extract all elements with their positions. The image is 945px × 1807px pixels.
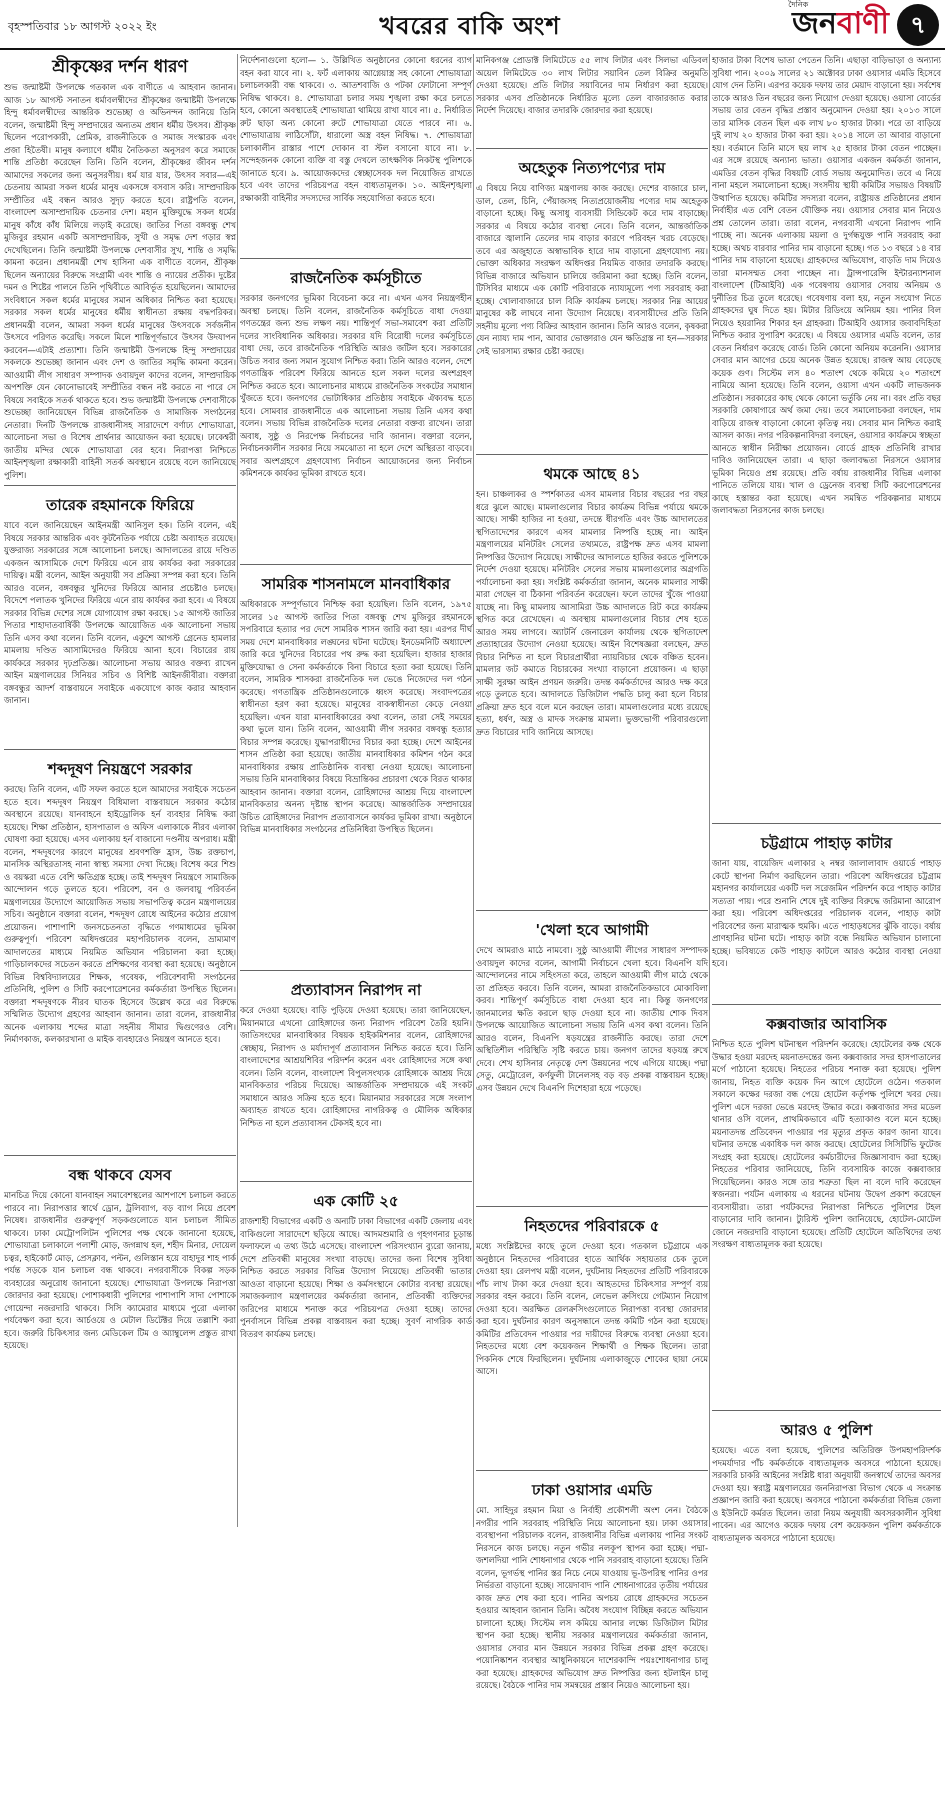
- article-khela-hobe: [476, 917, 708, 1207]
- article-stalled-cases: [476, 461, 708, 911]
- column-divider: [709, 54, 710, 1527]
- article-headline: 'খেলা হবে আগামী: [535, 921, 649, 939]
- page-content: [0, 54, 945, 1690]
- article-body: হাজার টাকা বিশেষ ভাতা পেতেন তিনি। এছাড়া বাড়িভাড়া ও অন্যান্য সুবিধা পান। ২০০৯ সালের ২১ অক্টোবর ঢাকা ওয়াসার এমডি হিসেবে যোগ দেন তিনি। এরপর কয়েক দফায় তার মেয়াদ বাড়ানো হয়। সর্বশেষ তাকে আরও তিন বছরের জন্য নিয়োগ দেওয়া হয়েছে। ওয়াসা বোর্ডের সভায় তার বেতন বৃদ্ধির প্রস্তাব অনুমোদন দেওয়া হয়। ২০১৩ সালে তার মাসিক বেতন ছিল এক লাখ ৮০ হাজার টাকা। পরে তা বাড়িয়ে দুই লাখ ২০ হাজার টাকা করা হয়। ২০১৪ সালে তা আবার বাড়ানো হয়। বর্তমানে তিনি মাসে ছয় লাখ ২৫ হাজার টাকা বেতন পাচ্ছেন। এর সঙ্গে রয়েছে অন্যান্য ভাতা। ওয়াসার একজন কর্মকর্তা জানান, এমডির বেতন বৃদ্ধির বিষয়টি বোর্ড সভায় অনুমোদিত। তবে এ নিয়ে নানা মহলে সমালোচনা হচ্ছে। সংসদীয় স্থায়ী কমিটির সভায়ও বিষয়টি উত্থাপিত হয়েছে। কমিটির সদস্যরা বলেন, রাষ্ট্রায়ত্ত প্রতিষ্ঠানের প্রধান নির্বাহীর এত বেশি বেতন যৌক্তিক নয়। ওয়াসার সেবার মান নিয়েও প্রশ্ন তোলেন তারা। তারা বলেন, নগরবাসী এখনো নিরাপদ পানি পাচ্ছে না। অনেক এলাকায় ময়লা ও দুর্গন্ধযুক্ত পানি সরবরাহ করা হচ্ছে। অথচ বারবার পানির দাম বাড়ানো হচ্ছে। গত ১৩ বছরে ১৪ বার পানির দাম বাড়ানো হয়েছে। গ্রাহকদের অভিযোগ, বাড়তি দাম দিয়েও তারা মানসম্মত সেবা পাচ্ছেন না। ট্রান্সপারেন্সি ইন্টারন্যাশনাল বাংলাদেশ (টিআইবি) এক গবেষণায় ওয়াসার সেবায় অনিয়ম ও দুর্নীতির চিত্র তুলে ধরেছে। গবেষণায় বলা হয়, নতুন সংযোগ নিতে গ্রাহকদের ঘুষ দিতে হয়। মিটার রিডিংয়ে অনিয়ম হয়। পানির বিল নিয়েও হয়রানির শিকার হন গ্রাহকরা। টিআইবি ওয়াসার জবাবদিহিতা নিশ্চিত করার সুপারিশ করেছে। এ বিষয়ে ওয়াসার এমডি বলেন, তার বেতন নির্ধারণ করেছে বোর্ড। তিনি কোনো অনিয়ম করেননি। ওয়াসার সেবার মান আগের চেয়ে অনেক উন্নত হয়েছে। রাজস্ব আয় বেড়েছে কয়েক গুণ। সিস্টেম লস ৪০ শতাংশ থেকে কমিয়ে ২০ শতাংশে নামিয়ে আনা হয়েছে। তিনি বলেন, ওয়াসা এখন একটি লাভজনক প্রতিষ্ঠান। সরকারের কাছ থেকে কোনো ভর্তুকি নেয় না। বরং প্রতি বছর সরকারি কোষাগারে অর্থ জমা দেয়। তবে সমালোচকরা বলছেন, দাম বাড়িয়ে রাজস্ব বাড়ানো কোনো কৃতিত্ব নয়। সেবার মান নিশ্চিত করাই আসল কাজ। নগর পরিকল্পনাবিদরা বলছেন, ওয়াসার কার্যক্রমে স্বচ্ছতা আনতে স্বাধীন নিরীক্ষা প্রয়োজন। বোর্ডে গ্রাহক প্রতিনিধি রাখার দাবিও জানিয়েছেন তারা। এ ছাড়া জলাবদ্ধতা নিরসনে ওয়াসার ভূমিকা নিয়েও প্রশ্ন রয়েছে। প্রতি বর্ষায় রাজধানীর বিভিন্ন এলাকা পানিতে তলিয়ে যায়। খাল ও ড্রেনেজ ব্যবস্থা সিটি করপোরেশনের কাছে হস্তান্তর করা হয়েছে। এখন সমন্বিত পরিকল্পনার মাধ্যমে জলাবদ্ধতা নিরসনের কাজ চলছে।: [712, 55, 942, 515]
- article-police-retirement: [712, 1417, 941, 1592]
- logo-prefix: দৈনিক: [788, 0, 809, 9]
- article-body: সরকার জনগণের ভূমিকা বিবেচনা করে না। এখন এসব নিয়ন্ত্রণহীন অবস্থা চলছে। তিনি বলেন, রাজনৈতিক কর্মসূচিতে বাধা দেওয়া গণতন্ত্রের জন্য শুভ লক্ষণ নয়। শান্তিপূর্ণ সভা-সমাবেশ করা প্রতিটি দলের সাংবিধানিক অধিকার। সরকার যদি বিরোধী দলের কর্মসূচিতে বাধা দেয়, তবে রাজনৈতিক পরিস্থিতি আরও জটিল হবে। সরকারের উচিত সবার জন্য সমান সুযোগ নিশ্চিত করা। তিনি আরও বলেন, দেশে গণতান্ত্রিক পরিবেশ ফিরিয়ে আনতে হলে সকল দলের অংশগ্রহণ নিশ্চিত করতে হবে। আলোচনার মাধ্যমে রাজনৈতিক সংকটের সমাধান খুঁজতে হবে। জনগণের ভোটাধিকার প্রতিষ্ঠায় সবাইকে ঐক্যবদ্ধ হতে হবে। সোমবার রাজধানীতে এক আলোচনা সভায় তিনি এসব কথা বলেন। সভায় বিভিন্ন রাজনৈতিক দলের নেতারা বক্তব্য রাখেন। তারা অবাধ, সুষ্ঠু ও নিরপেক্ষ নির্বাচনের দাবি জানান। বক্তারা বলেন, নির্বাচনকালীন সরকার নিয়ে সমঝোতা না হলে দেশে অস্থিরতা বাড়বে। সবার অংশগ্রহণে গ্রহণযোগ্য নির্বাচন আয়োজনের জন্য নির্বাচন কমিশনকে কার্যকর ভূমিকা রাখতে হবে।: [240, 293, 472, 478]
- article-body: জানা যায়, বায়েজিদ এলাকার ২ নম্বর জালালাবাদ ওয়ার্ডে পাহাড় কেটে স্থাপনা নির্মাণ করছিলেন তারা। পরিবেশ অধিদপ্তরের চট্টগ্রাম মহানগর কার্যালয়ের একটি দল সরেজমিন পরিদর্শন করে পাহাড় কাটার সত্যতা পায়। পরে শুনানি শেষে দুই ব্যক্তির বিরুদ্ধে জরিমানা আরোপ করা হয়। পরিবেশ অধিদপ্তরের পরিচালক বলেন, পাহাড় কাটা পরিবেশের জন্য মারাত্মক হুমকি। এতে পাহাড়ধসের ঝুঁকি বাড়ে। বর্ষায় প্রাণহানির ঘটনা ঘটে। পাহাড় কাটা বন্ধে নিয়মিত অভিযান চালানো হচ্ছে। ভবিষ্যতে কেউ পাহাড় কাটলে আরও কঠোর ব্যবস্থা নেওয়া হবে।: [712, 858, 941, 968]
- article-continuation: [476, 54, 708, 149]
- article-headline: ঢাকা ওয়াসার এমডি: [532, 1481, 652, 1499]
- article-headline: প্রত্যাবাসন নিরাপদ না: [290, 981, 422, 999]
- article-headline: সামরিক শাসনামলে মানবাধিকার: [261, 575, 451, 593]
- column-2: [240, 54, 472, 1527]
- article-repatriation: [240, 977, 472, 1182]
- article-headline: নিহতদের পরিবারকে ৫: [524, 1217, 660, 1235]
- article-headline: থমকে আছে ৪১: [543, 465, 641, 483]
- article-body: মধ্যে সংশ্লিষ্টদের কাছে তুলে দেওয়া হবে। গতকাল চট্টগ্রামে এক অনুষ্ঠানে নিহতদের পরিবারের হাতে আর্থিক সহায়তার চেক তুলে দেওয়া হয়। রেলপথ মন্ত্রী বলেন, দুর্ঘটনায় নিহতদের প্রতিটি পরিবারকে পাঁচ লাখ টাকা করে দেওয়া হবে। আহতদের চিকিৎসার সম্পূর্ণ ব্যয় সরকার বহন করবে। তিনি বলেন, লেভেল ক্রসিংয়ে গেটম্যান নিয়োগ দেওয়া হবে। অরক্ষিত রেলক্রসিংগুলোতে নিরাপত্তা ব্যবস্থা জোরদার করা হবে। দুর্ঘটনার কারণ অনুসন্ধানে তদন্ত কমিটি গঠন করা হয়েছে। কমিটির প্রতিবেদন পাওয়ার পর দায়ীদের বিরুদ্ধে ব্যবস্থা নেওয়া হবে। নিহতদের মধ্যে বেশ কয়েকজন শিক্ষার্থী ও শিক্ষক ছিলেন। তারা পিকনিক শেষে ফিরছিলেন। দুর্ঘটনায় এলাকাজুড়ে শোকের ছায়া নেমে আসে।: [476, 1241, 708, 1376]
- newspaper-logo: [788, 0, 889, 44]
- article-headline: কক্সবাজার আবাসিক: [766, 1015, 887, 1033]
- article-body: মো. সাহিদুর রহমান মিয়া ও নির্বাহী প্রকৌশলী অংশ নেন। বৈঠকে নগরীর পানি সরবরাহ পরিস্থিতি নিয়ে আলোচনা হয়। ঢাকা ওয়াসার ব্যবস্থাপনা পরিচালক বলেন, রাজধানীর বিভিন্ন এলাকায় পানির সংকট নিরসনে কাজ চলছে। নতুন গভীর নলকূপ স্থাপন করা হচ্ছে। পদ্মা-জশলদিয়া পানি শোধনাগার থেকে পানি সরবরাহ বাড়ানো হয়েছে। তিনি বলেন, ভূগর্ভস্থ পানির স্তর নিচে নেমে যাওয়ায় ভূ-উপরিস্থ পানির ওপর নির্ভরতা বাড়ানো হচ্ছে। সায়েদাবাদ পানি শোধনাগারের তৃতীয় পর্যায়ের কাজ দ্রুত শেষ করা হবে। পানির অপচয় রোধে গ্রাহকদের সচেতন হওয়ার আহবান জানান তিনি। অবৈধ সংযোগ বিচ্ছিন্ন করতে অভিযান চালানো হচ্ছে। সিস্টেম লস কমিয়ে আনার লক্ষ্যে ডিজিটাল মিটার স্থাপন করা হচ্ছে। স্থানীয় সরকার মন্ত্রণালয়ের কর্মকর্তারা জানান, ওয়াসার সেবার মান উন্নয়নে সরকার বিভিন্ন প্রকল্প গ্রহণ করেছে। পয়োনিষ্কাশন ব্যবস্থার আধুনিকায়নে দাশেরকান্দি পয়ঃশোধনাগার চালু করা হয়েছে। গ্রাহকদের অভিযোগ দ্রুত নিষ্পত্তির জন্য হটলাইন চালু রয়েছে। বৈঠকে পানির দাম সমন্বয়ের প্রস্তাব নিয়েও আলোচনা হয়।: [476, 1505, 708, 1690]
- section-title: খবরের বাকি অংশ: [379, 12, 561, 40]
- article-body: করে দেওয়া হয়েছে। বাড়ি পুড়িয়ে দেওয়া হয়েছে। তারা জানিয়েছেন, মিয়ানমারে এখনো রোহিঙ্গাদের জন্য নিরাপদ পরিবেশ তৈরি হয়নি। জাতিসংঘের মানবাধিকার বিষয়ক হাইকমিশনার বলেন, রোহিঙ্গাদের স্বেচ্ছায়, নিরাপদ ও মর্যাদাপূর্ণ প্রত্যাবাসন নিশ্চিত করতে হবে। তিনি বাংলাদেশের আশ্রয়শিবির পরিদর্শন করেন এবং রোহিঙ্গাদের সঙ্গে কথা বলেন। তিনি বলেন, বাংলাদেশ বিপুলসংখ্যক রোহিঙ্গাকে আশ্রয় দিয়ে মানবিকতার পরিচয় দিয়েছে। আন্তর্জাতিক সম্প্রদায়কে এই সংকট সমাধানে আরও সক্রিয় হতে হবে। মিয়ানমার সরকারের সঙ্গে সংলাপ অব্যাহত রাখতে হবে। রোহিঙ্গাদের নাগরিকত্ব ও মৌলিক অধিকার নিশ্চিত না হলে প্রত্যাবাসন টেকসই হবে না।: [240, 1005, 472, 1128]
- article-body: রাজশাহী বিভাগের একটি ও অন্যটি ঢাকা বিভাগের একটি জেলায় এবং বাকিগুলো সারাদেশে ছড়িয়ে আছে। আদমশুমারি ও গৃহগণনার চূড়ান্ত ফলাফলে এ তথ্য উঠে এসেছে। বাংলাদেশ পরিসংখ্যান ব্যুরো জানায়, দেশে প্রতিবন্ধী মানুষের সংখ্যা বাড়ছে। তাদের জন্য বিশেষ সুবিধা নিশ্চিত করতে সরকার বিভিন্ন উদ্যোগ নিয়েছে। প্রতিবন্ধী ভাতার আওতা বাড়ানো হয়েছে। শিক্ষা ও কর্মসংস্থানে কোটার ব্যবস্থা রয়েছে। সমাজকল্যাণ মন্ত্রণালয়ের কর্মকর্তারা জানান, প্রতিবন্ধী ব্যক্তিদের জরিপের মাধ্যমে শনাক্ত করে পরিচয়পত্র দেওয়া হচ্ছে। তাদের পুনর্বাসনে বিভিন্ন প্রকল্প বাস্তবায়ন করা হচ্ছে। সুবর্ণ নাগরিক কার্ড বিতরণ কার্যক্রম চলছে।: [240, 1216, 472, 1339]
- article-closures: [4, 1162, 236, 1482]
- article-body: এ বিষয়ে নিয়ে বাণিজ্য মন্ত্রণালয় কাজ করছে। দেশের বাজারে চাল, ডাল, তেল, চিনি, পেঁয়াজসহ নিত্যপ্রয়োজনীয় পণ্যের দাম অহেতুক বাড়ানো হচ্ছে। কিছু অসাধু ব্যবসায়ী সিন্ডিকেট করে দাম বাড়াচ্ছে। সরকার এ বিষয়ে কঠোর ব্যবস্থা নেবে। তিনি বলেন, আন্তর্জাতিক বাজারে জ্বালানি তেলের দাম বাড়ার কারণে পরিবহন খরচ বেড়েছে। তবে এর অজুহাতে অস্বাভাবিক হারে দাম বাড়ানো গ্রহণযোগ্য নয়। ভোক্তা অধিকার সংরক্ষণ অধিদপ্তর নিয়মিত বাজার তদারকি করছে। বিভিন্ন বাজারে অভিযান চালিয়ে জরিমানা করা হচ্ছে। তিনি বলেন, টিসিবির মাধ্যমে এক কোটি পরিবারকে ন্যায্যমূল্যে পণ্য সরবরাহ করা হচ্ছে। খোলাবাজারে চাল বিক্রি কার্যক্রম চলছে। সরকার নিম্ন আয়ের মানুষের কষ্ট লাঘবে নানা উদ্যোগ নিয়েছে। ব্যবসায়ীদের প্রতি তিনি সহনীয় মূল্যে পণ্য বিক্রির আহবান জানান। তিনি আরও বলেন, কৃষকরা যেন ন্যায্য দাম পান, আবার ভোক্তারাও যেন ক্ষতিগ্রস্ত না হন—সরকার সেই ভারসাম্য রক্ষার চেষ্টা করছে।: [476, 183, 708, 356]
- article-body: হন। চাঞ্চল্যকর ও স্পর্শকাতর এসব মামলার বিচার বছরের পর বছর ধরে ঝুলে আছে। মামলাগুলোর বিচার কার্যক্রম বিভিন্ন পর্যায়ে থমকে আছে। সাক্ষী হাজির না হওয়া, তদন্তে ধীরগতি এবং উচ্চ আদালতের স্থগিতাদেশের কারণে এসব মামলার নিষ্পত্তি হচ্ছে না। আইন মন্ত্রণালয়ের মনিটরিং সেলের তথ্যমতে, রাষ্ট্রপক্ষ দ্রুত এসব মামলা নিষ্পত্তির উদ্যোগ নিয়েছে। সাক্ষীদের আদালতে হাজির করতে পুলিশকে নির্দেশ দেওয়া হয়েছে। মনিটরিং সেলের সভায় মামলাগুলোর অগ্রগতি পর্যালোচনা করা হয়। সংশ্লিষ্ট কর্মকর্তারা জানান, অনেক মামলার সাক্ষী মারা গেছেন বা ঠিকানা পরিবর্তন করেছেন। ফলে তাদের খুঁজে পাওয়া যাচ্ছে না। কিছু মামলায় আসামিরা উচ্চ আদালতে রিট করে কার্যক্রম স্থগিত করে রেখেছেন। এ অবস্থায় মামলাগুলোর বিচার শেষ হতে আরও সময় লাগবে। অ্যাটর্নি জেনারেল কার্যালয় থেকে স্থগিতাদেশ প্রত্যাহারের উদ্যোগ নেওয়া হয়েছে। আইন বিশেষজ্ঞরা বলছেন, দ্রুত বিচার নিশ্চিত না হলে বিচারপ্রার্থীরা ন্যায়বিচার থেকে বঞ্চিত হবেন। মামলার জট কমাতে বিচারকের সংখ্যা বাড়ানো প্রয়োজন। এ ছাড়া সাক্ষী সুরক্ষা আইন প্রণয়ন জরুরি। তদন্ত কর্মকর্তাদের আরও দক্ষ করে গড়ে তুলতে হবে। আদালতে ডিজিটাল পদ্ধতি চালু করা হলে বিচার প্রক্রিয়া দ্রুত হবে বলে মনে করছেন তারা। মামলাগুলোর মধ্যে রয়েছে হত্যা, ধর্ষণ, অস্ত্র ও মাদক সংক্রান্ত মামলা। ভুক্তভোগী পরিবারগুলো দ্রুত বিচারের দাবি জানিয়ে আসছে।: [476, 489, 708, 737]
- article-coxs-bazar: [712, 1011, 941, 1411]
- article-body: করছে। তিনি বলেন, এটি সফল করতে হলে আমাদের সবাইকে সচেতন হতে হবে। শব্দদূষণ নিয়ন্ত্রণ বিধিমালা বাস্তবায়নে সরকার কঠোর অবস্থানে রয়েছে। যানবাহনে হাইড্রোলিক হর্ন ব্যবহার নিষিদ্ধ করা হয়েছে। শিক্ষা প্রতিষ্ঠান, হাসপাতাল ও অফিস এলাকাকে নীরব এলাকা ঘোষণা করা হয়েছে। এসব এলাকায় হর্ন বাজানো দণ্ডনীয় অপরাধ। মন্ত্রী বলেন, শব্দদূষণের কারণে মানুষের শ্রবণশক্তি হ্রাস, উচ্চ রক্তচাপ, মানসিক অস্থিরতাসহ নানা স্বাস্থ্য সমস্যা দেখা দিচ্ছে। বিশেষ করে শিশু ও বয়স্করা এতে বেশি ক্ষতিগ্রস্ত হচ্ছে। তাই শব্দদূষণ নিয়ন্ত্রণে সামাজিক আন্দোলন গড়ে তুলতে হবে। পরিবেশ, বন ও জলবায়ু পরিবর্তন মন্ত্রণালয়ের উদ্যোগে আয়োজিত সভায় সভাপতিত্ব করেন মন্ত্রণালয়ের সচিব। অনুষ্ঠানে বক্তারা বলেন, শব্দদূষণ রোধে আইনের কঠোর প্রয়োগ প্রয়োজন। পাশাপাশি জনসচেতনতা বৃদ্ধিতে গণমাধ্যমের ভূমিকা গুরুত্বপূর্ণ। পরিবেশ অধিদপ্তরের মহাপরিচালক বলেন, ভ্রাম্যমাণ আদালতের মাধ্যমে নিয়মিত অভিযান পরিচালনা করা হচ্ছে। গাড়িচালকদের সচেতন করতে প্রশিক্ষণের ব্যবস্থা করা হয়েছে। অনুষ্ঠানে বিভিন্ন বিশ্ববিদ্যালয়ের শিক্ষক, গবেষক, পরিবেশবাদী সংগঠনের প্রতিনিধি, পুলিশ ও সিটি করপোরেশনের কর্মকর্তারা উপস্থিত ছিলেন। বক্তারা শব্দদূষণকে নীরব ঘাতক হিসেবে উল্লেখ করে এর বিরুদ্ধে সম্মিলিত উদ্যোগ গ্রহণের আহবান জানান। তারা বলেন, রাজধানীর অনেক এলাকায় শব্দের মাত্রা সহনীয় সীমার দ্বিগুণেরও বেশি। নির্মাণকাজ, কলকারখানা ও মাইক ব্যবহারেও নিয়ন্ত্রণ আনতে হবে।: [4, 784, 236, 1044]
- article-body: যাবে বলে জানিয়েছেন আইনমন্ত্রী আনিসুল হক। তিনি বলেন, এই বিষয়ে সরকার আন্তরিক এবং কূটনৈতিক পর্যায়ে চেষ্টা অব্যাহত রয়েছে। যুক্তরাজ্য সরকারের সঙ্গে আলোচনা চলছে। আদালতের রায়ে দণ্ডিত একজন আসামিকে দেশে ফিরিয়ে এনে রায় কার্যকর করা সরকারের দায়িত্ব। মন্ত্রী বলেন, আইন অনুযায়ী সব প্রক্রিয়া সম্পন্ন করা হবে। তিনি আরও বলেন, বঙ্গবন্ধুর খুনিদের ফিরিয়ে আনার প্রচেষ্টাও চলছে। বিদেশে পলাতক খুনিদের ফিরিয়ে এনে রায় কার্যকর করা হবে। এ বিষয়ে সরকার বিভিন্ন দেশের সঙ্গে যোগাযোগ রক্ষা করছে। ১৫ আগস্ট জাতির পিতার শাহাদাতবার্ষিকী উপলক্ষে আয়োজিত এক আলোচনা সভায় তিনি এসব কথা বলেন। তিনি বলেন, একুশে আগস্ট গ্রেনেড হামলার মামলায় দণ্ডিত আসামিদেরও ফিরিয়ে আনা হবে। বিচারের রায় কার্যকরে সরকার দৃঢ়প্রতিজ্ঞ। আলোচনা সভায় আরও বক্তব্য রাখেন আইন মন্ত্রণালয়ের সিনিয়র সচিব ও বিশিষ্ট আইনজীবীরা। বক্তারা বঙ্গবন্ধুর আদর্শ বাস্তবায়নে সবাইকে একযোগে কাজ করার আহবান জানান।: [4, 520, 236, 705]
- column-4: [712, 54, 942, 1543]
- column-divider: [237, 54, 238, 1527]
- article-krishna: [4, 54, 236, 486]
- article-headline: শ্রীকৃষ্ণের দর্শন ধারণ: [52, 57, 188, 77]
- article-headline: চট্টগ্রামে পাহাড় কাটার: [760, 834, 893, 852]
- column-divider: [473, 54, 474, 1527]
- article-military-rule: [240, 571, 472, 971]
- article-hill-cutting: [712, 830, 941, 1005]
- column-3: [476, 54, 708, 1690]
- masthead: [0, 0, 945, 50]
- article-body: মানচিত্র দিয়ে কোনো যানবাহন সমাবেশস্থলের আশপাশে চলাচল করতে পারবে না। নিরাপত্তার স্বার্থে ড্রোন, ট্রলিব্যাগ, বড় ব্যাগ নিয়ে প্রবেশ নিষেধ। রাজধানীর গুরুত্বপূর্ণ সড়কগুলোতে যান চলাচল সীমিত থাকবে। ঢাকা মেট্রোপলিটন পুলিশের পক্ষ থেকে জানানো হয়েছে, শোভাযাত্রা চলাকালে পলাশী মোড়, জগন্নাথ হল, শহীদ মিনার, দোয়েল চত্বর, হাইকোর্ট মোড়, প্রেসক্লাব, পল্টন, গুলিস্তান হয়ে বাহাদুর শাহ পার্ক পর্যন্ত সড়কে যান চলাচল বন্ধ থাকবে। নগরবাসীকে বিকল্প সড়ক ব্যবহারের অনুরোধ জানানো হয়েছে। শোভাযাত্রা উপলক্ষে নিরাপত্তা জোরদার করা হয়েছে। পোশাকধারী পুলিশের পাশাপাশি সাদা পোশাকে গোয়েন্দা নজরদারি থাকবে। সিসি ক্যামেরার মাধ্যমে পুরো এলাকা পর্যবেক্ষণ করা হবে। আর্চওয়ে ও মেটাল ডিটেক্টর দিয়ে তল্লাশি করা হবে। জরুরি চিকিৎসার জন্য মেডিকেল টিম ও অ্যাম্বুলেন্স প্রস্তুত রাখা হয়েছে।: [4, 1190, 236, 1350]
- article-wasa-md: [476, 1477, 708, 1807]
- article-body: নিশ্চিত হতে পুলিশ ঘটনাস্থল পরিদর্শন করেছে। হোটেলের কক্ষ থেকে উদ্ধার হওয়া মরদেহ ময়নাতদন্তের জন্য কক্সবাজার সদর হাসপাতালের মর্গে পাঠানো হয়েছে। নিহতের পরিচয় শনাক্ত করা হয়েছে। পুলিশ জানায়, নিহত ব্যক্তি কয়েক দিন আগে হোটেলে ওঠেন। গতকাল সকালে কক্ষের দরজা বন্ধ পেয়ে হোটেল কর্তৃপক্ষ পুলিশে খবর দেয়। পুলিশ এসে দরজা ভেঙে মরদেহ উদ্ধার করে। কক্সবাজার সদর মডেল থানার ওসি বলেন, প্রাথমিকভাবে এটি হত্যাকাণ্ড বলে মনে হচ্ছে। ময়নাতদন্ত প্রতিবেদন পাওয়ার পর মৃত্যুর প্রকৃত কারণ জানা যাবে। ঘটনার তদন্তে একাধিক দল কাজ করছে। হোটেলের সিসিটিভি ফুটেজ সংগ্রহ করা হয়েছে। হোটেলের কর্মচারীদের জিজ্ঞাসাবাদ করা হচ্ছে। নিহতের পরিবার জানিয়েছে, তিনি ব্যবসায়িক কাজে কক্সবাজার গিয়েছিলেন। কারও সঙ্গে তার শত্রুতা ছিল না বলে দাবি করেছেন স্বজনরা। পর্যটন এলাকায় এ ধরনের ঘটনায় উদ্বেগ প্রকাশ করেছেন ব্যবসায়ীরা। তারা পর্যটকদের নিরাপত্তা নিশ্চিতে পুলিশের টহল বাড়ানোর দাবি জানান। ট্যুরিস্ট পুলিশ জানিয়েছে, হোটেল-মোটেল জোনে নজরদারি বাড়ানো হয়েছে। প্রতিটি হোটেলে অতিথিদের তথ্য সংরক্ষণ বাধ্যতামূলক করা হয়েছে।: [712, 1039, 941, 1249]
- page-number-badge: ৭: [897, 4, 939, 46]
- article-headline: শব্দদূষণ নিয়ন্ত্রণে সরকার: [48, 760, 192, 778]
- article-body: নির্দেশনাগুলো হলো— ১. উল্লিখিত অনুষ্ঠানের কোনো ধরনের ব্যাগ বহন করা যাবে না। ২. ফর্ট এলাকায় আগ্নেয়াস্ত্র সহ কোনো শোভাযাত্রা চলাচলকারী বন্ধ থাকবে। ৩. আতশবাজি ও পটকা ফোটানো সম্পূর্ণ নিষিদ্ধ থাকবে। ৪. শোভাযাত্রা চলার সময় শৃঙ্খলা রক্ষা করে চলতে হবে, কোনো অবস্থাতেই শোভাযাত্রা থামিয়ে রাখা যাবে না। ৫. নির্ধারিত রুট ছাড়া অন্য কোনো রুটে শোভাযাত্রা যেতে পারবে না। ৬. শোভাযাত্রায় লাঠিসোঁটা, ধারালো অস্ত্র বহন নিষিদ্ধ। ৭. শোভাযাত্রা চলাকালীন রাস্তার পাশে দোকান বা স্টল বসানো যাবে না। ৮. সন্দেহজনক কোনো ব্যক্তি বা বস্তু দেখলে তাৎক্ষণিক নিকটস্থ পুলিশকে জানাতে হবে। ৯. আয়োজকদের স্বেচ্ছাসেবক দল নিয়োজিত রাখতে হবে এবং তাদের পরিচয়পত্র বহন বাধ্যতামূলক। ১০. আইনশৃঙ্খলা রক্ষাকারী বাহিনীর সদস্যদের সার্বিক সহযোগিতা করতে হবে।: [240, 55, 472, 203]
- article-headline: রাজনৈতিক কর্মসূচীতে: [290, 269, 422, 287]
- logo-part-2: বাণী: [836, 6, 889, 41]
- article-body: মানিকগঞ্জ প্রোডাক্ট লিমিটেডে ৫৫ লাখ লিটার এবং সিলভা এডিবল অয়েল লিমিটেডে ৩০ লাখ লিটার সয়াবিন তেল বিক্রির অনুমতি দেওয়া হয়েছে। প্রতি লিটার সয়াবিনের দাম নির্ধারণ করা হয়েছে। সরকার এসব প্রতিষ্ঠানকে নির্ধারিত মূল্যে তেল বাজারজাত করার নির্দেশ দিয়েছে। বাজার তদারকি জোরদার করা হয়েছে।: [476, 55, 708, 115]
- article-commodity-prices: [476, 155, 708, 455]
- issue-date: বৃহস্পতিবার ১৮ আগস্ট ২০২২ ইং: [8, 20, 157, 33]
- article-tarique: [4, 492, 236, 750]
- article-continuation: [240, 54, 472, 259]
- article-headline: আরও ৫ পুলিশ: [780, 1421, 873, 1439]
- article-body: শুভ জন্মাষ্টমী উপলক্ষে গতকাল এক বাণীতে এ আহবান জানান। আজ ১৮ আগস্ট সনাতন ধর্মাবলম্বীদের শ্রীকৃষ্ণের জন্মাষ্টমী উপলক্ষে হিন্দু ধর্মাবলম্বীদের আন্তরিক শুভেচ্ছা ও অভিনন্দন জানিয়ে তিনি বলেন, জন্মাষ্টমী হিন্দু সম্প্রদায়ের অন্যতম প্রধান ধর্মীয় উৎসব। শ্রীকৃষ্ণ ছিলেন পরোপকারী, প্রেমিক, রাজনীতিকে ও সমাজ সংস্কারক এবং প্রজা হিতৈষী। মানুষ কল্যাণে ধর্মীয় নৈতিকতা অনুসরণ করে সমাজে শান্তি প্রতিষ্ঠা করেছেন তিনি। তিনি বলেন, শ্রীকৃষ্ণের জীবন দর্শন আমাদের সকলের জন্য অনুসরণীয়। ধর্ম যার যার, উৎসব সবার—এই চেতনায় আমরা সকল ধর্মের মানুষ একসঙ্গে বসবাস করি। সাম্প্রদায়িক সম্প্রীতির এই বন্ধন আরও সুদৃঢ় করতে হবে। রাষ্ট্রপতি বলেন, বাংলাদেশ অসাম্প্রদায়িক চেতনার দেশ। মহান মুক্তিযুদ্ধে সকল ধর্মের মানুষ কাঁধে কাঁধ মিলিয়ে লড়াই করেছে। জাতির পিতা বঙ্গবন্ধু শেখ মুজিবুর রহমান একটি অসাম্প্রদায়িক, সুখী ও সমৃদ্ধ দেশ গড়ার স্বপ্ন দেখেছিলেন। তিনি জন্মাষ্টমী উপলক্ষে দেশবাসীর সুখ, শান্তি ও সমৃদ্ধি কামনা করেন। প্রধানমন্ত্রী শেখ হাসিনা এক বাণীতে বলেন, শ্রীকৃষ্ণ ছিলেন অন্যায়ের বিরুদ্ধে সংগ্রামী এবং শান্তি ও ন্যায়ের প্রতীক। দুষ্টের দমন ও শিষ্টের পালনে তিনি পৃথিবীতে আবির্ভূত হয়েছিলেন। আমাদের সংবিধানে সকল ধর্মের মানুষের সমান অধিকার নিশ্চিত করা হয়েছে। সরকার সকল ধর্মের মানুষের ধর্মীয় স্বাধীনতা রক্ষায় বদ্ধপরিকর। প্রধানমন্ত্রী বলেন, আমরা সকল ধর্মের মানুষের উৎসবকে সর্বজনীন উৎসবে পরিণত করেছি। সকলে মিলে শান্তিপূর্ণভাবে উৎসব উদযাপন করবেন—এটাই প্রত্যাশা। তিনি জন্মাষ্টমী উপলক্ষে হিন্দু সম্প্রদায়ের সকলকে শুভেচ্ছা জানান এবং দেশ ও জাতির সমৃদ্ধি কামনা করেন। আওয়ামী লীগ সাধারণ সম্পাদক ওবায়দুল কাদের বলেন, সাম্প্রদায়িক অপশক্তি যেন কোনোভাবেই সম্প্রীতির বন্ধন নষ্ট করতে না পারে সে বিষয়ে সবাইকে সতর্ক থাকতে হবে। শুভ জন্মাষ্টমী উপলক্ষে দেশবাসীকে শুভেচ্ছা জানিয়েছেন বিভিন্ন রাজনৈতিক ও সামাজিক সংগঠনের নেতারা। দিনটি উপলক্ষে রাজধানীসহ সারাদেশে বর্ণাঢ্য শোভাযাত্রা, আলোচনা সভা ও বিশেষ প্রার্থনার আয়োজন করা হয়েছে। ঢাকেশ্বরী জাতীয় মন্দির থেকে শোভাযাত্রা বের হবে। নিরাপত্তা নিশ্চিতে আইনশৃঙ্খলা রক্ষাকারী বাহিনী সতর্ক অবস্থানে রয়েছে বলে জানিয়েছে পুলিশ।: [4, 82, 236, 480]
- column-1: [4, 54, 236, 1527]
- article-body: অধিকারকে সম্পূর্ণভাবে নিশ্চিহ্ন করা হয়েছিল। তিনি বলেন, ১৯৭৫ সালের ১৫ আগস্ট জাতির পিতা বঙ্গবন্ধু শেখ মুজিবুর রহমানকে সপরিবারে হত্যার পর দেশে সামরিক শাসন জারি করা হয়। এরপর দীর্ঘ সময় দেশে মানবাধিকার লঙ্ঘনের ঘটনা ঘটেছে। ইনডেমনিটি অধ্যাদেশ জারি করে খুনিদের বিচারের পথ রুদ্ধ করা হয়েছিল। হাজার হাজার মুক্তিযোদ্ধা ও সেনা কর্মকর্তাকে বিনা বিচারে হত্যা করা হয়েছে। তিনি বলেন, সামরিক শাসকরা রাজনৈতিক দল ভেঙে নিজেদের দল গঠন করেছে। গণতান্ত্রিক প্রতিষ্ঠানগুলোকে ধ্বংস করেছে। সংবাদপত্রের স্বাধীনতা হরণ করা হয়েছে। মানুষের বাকস্বাধীনতা কেড়ে নেওয়া হয়েছিল। এখন যারা মানবাধিকারের কথা বলেন, তারা সেই সময়ের কথা ভুলে যান। তিনি বলেন, আওয়ামী লীগ সরকার বঙ্গবন্ধু হত্যার বিচার সম্পন্ন করেছে। যুদ্ধাপরাধীদের বিচার করা হচ্ছে। দেশে আইনের শাসন প্রতিষ্ঠা করা হয়েছে। জাতীয় মানবাধিকার কমিশন গঠন করে মানবাধিকার রক্ষায় প্রাতিষ্ঠানিক ব্যবস্থা নেওয়া হয়েছে। আলোচনা সভায় তিনি মানবাধিকার বিষয়ে বিভ্রান্তিকর প্রচারণা থেকে বিরত থাকার আহবান জানান। বক্তারা বলেন, রোহিঙ্গাদের আশ্রয় দিয়ে বাংলাদেশ মানবিকতার অনন্য দৃষ্টান্ত স্থাপন করেছে। আন্তর্জাতিক সম্প্রদায়ের উচিত রোহিঙ্গাদের নিরাপদ প্রত্যাবাসনে কার্যকর ভূমিকা রাখা। অনুষ্ঠানে বিভিন্ন মানবাধিকার সংগঠনের প্রতিনিধিরা উপস্থিত ছিলেন।: [240, 599, 472, 834]
- article-noise-pollution: [4, 756, 236, 1156]
- article-headline: এক কোটি ২৫: [313, 1192, 399, 1210]
- article-headline: অহেতুক নিত্যপণ্যের দাম: [518, 159, 666, 177]
- article-political-program: [240, 265, 472, 565]
- article-continuation: [712, 54, 941, 824]
- article-headline: তারেক রহমানকে ফিরিয়ে: [46, 496, 194, 514]
- logo-part-1: জন: [792, 6, 837, 41]
- article-one-crore: [240, 1188, 472, 1393]
- article-victims-families: [476, 1213, 708, 1471]
- article-body: হয়েছে। এতে বলা হয়েছে, পুলিশের অতিরিক্ত উপমহাপরিদর্শক পদমর্যাদার পাঁচ কর্মকর্তাকে বাধ্যতামূলক অবসরে পাঠানো হয়েছে। সরকারি চাকরি আইনের সংশ্লিষ্ট ধারা অনুযায়ী জনস্বার্থে তাদের অবসর দেওয়া হয়। স্বরাষ্ট্র মন্ত্রণালয়ের জননিরাপত্তা বিভাগ থেকে এ সংক্রান্ত প্রজ্ঞাপন জারি করা হয়েছে। অবসরে পাঠানো কর্মকর্তারা বিভিন্ন জেলা ও ইউনিটে কর্মরত ছিলেন। তারা নিয়ম অনুযায়ী অবসরকালীন সুবিধা পাবেন। এর আগেও কয়েক দফায় বেশ কয়েকজন পুলিশ কর্মকর্তাকে বাধ্যতামূলক অবসরে পাঠানো হয়েছে।: [712, 1445, 941, 1543]
- article-headline: বন্ধ থাকবে যেসব: [68, 1166, 172, 1184]
- article-body: দেখে আমরাও মাঠে নামবো। সুষ্ঠু আওয়ামী লীগের সাধারণ সম্পাদক ওবায়দুল কাদের বলেন, আগামী নির্বাচনে খেলা হবে। বিএনপি যদি আন্দোলনের নামে সহিংসতা করে, তাহলে আওয়ামী লীগ মাঠে থেকে তা প্রতিহত করবে। তিনি বলেন, আমরা রাজনৈতিকভাবে মোকাবিলা করব। শান্তিপূর্ণ কর্মসূচিতে বাধা দেওয়া হবে না। কিন্তু জনগণের জানমালের ক্ষতি করলে ছাড় দেওয়া হবে না। জাতীয় শোক দিবস উপলক্ষে আয়োজিত আলোচনা সভায় তিনি এসব কথা বলেন। তিনি আরও বলেন, বিএনপি ষড়যন্ত্রের রাজনীতি করছে। তারা দেশে অস্থিতিশীল পরিস্থিতি সৃষ্টি করতে চায়। জনগণ তাদের ষড়যন্ত্র রুখে দেবে। শেখ হাসিনার নেতৃত্বে দেশ উন্নয়নের পথে এগিয়ে যাচ্ছে। পদ্মা সেতু, মেট্রোরেল, কর্ণফুলী টানেলসহ বড় বড় প্রকল্প বাস্তবায়ন হচ্ছে। এসব উন্নয়ন দেখে বিএনপি দিশেহারা হয়ে পড়েছে।: [476, 945, 708, 1093]
